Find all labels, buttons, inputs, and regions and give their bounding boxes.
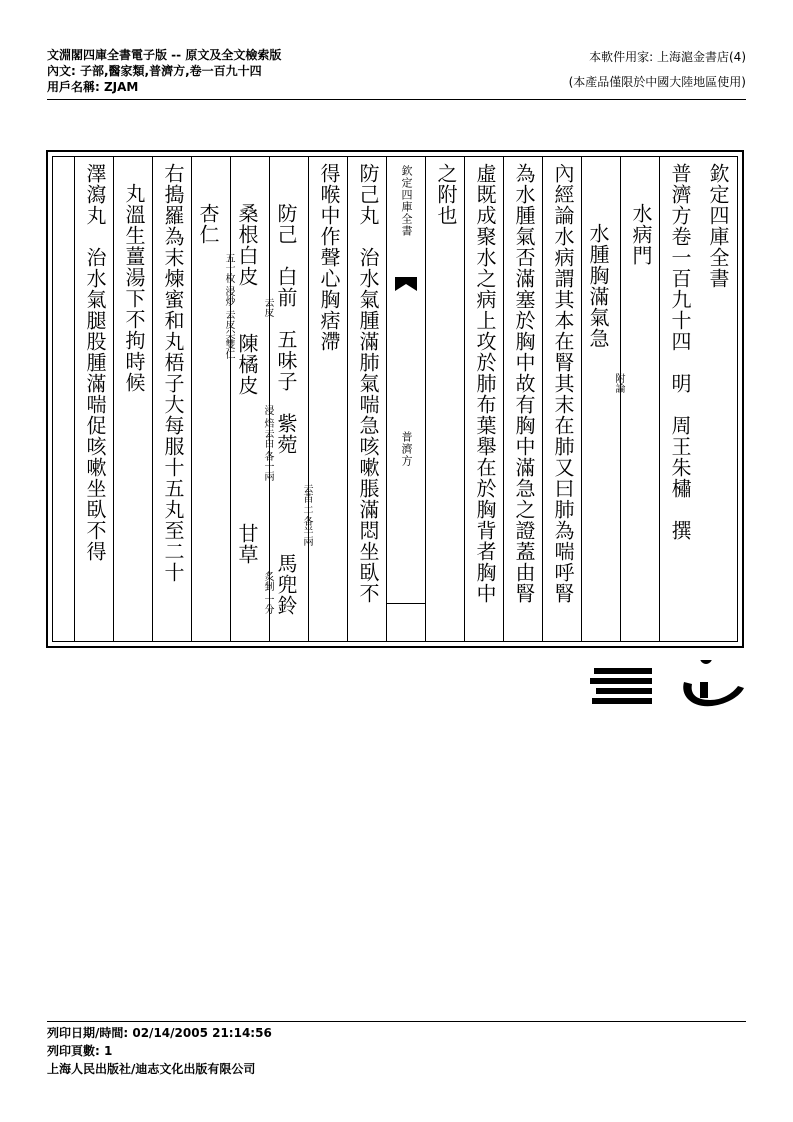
- text-column-13: [191, 157, 234, 641]
- publisher-logo: [588, 660, 748, 710]
- column-text: 虛既成聚水之病上攻於肺布葉舉在於胸背者胸中: [473, 163, 497, 604]
- footer: [47, 1024, 272, 1078]
- gutter-book-name: 普濟方: [400, 431, 413, 467]
- text-column-10: [308, 157, 347, 641]
- text-column-6: [503, 157, 542, 641]
- column-note: 去苗土 各半兩: [301, 483, 312, 547]
- text-column-12: [230, 157, 273, 641]
- column-note: 去皮: [262, 297, 273, 317]
- column-note: 附論: [613, 373, 624, 393]
- gutter-title: 欽定四庫全書: [400, 165, 413, 237]
- text-column-15: [113, 157, 152, 641]
- center-gutter: [386, 157, 425, 641]
- text-column-1: [698, 157, 737, 641]
- header-right: [569, 49, 746, 90]
- fish-tail-icon: [395, 277, 417, 291]
- page-frame: [46, 150, 744, 648]
- header-left: [47, 47, 281, 95]
- column-text: 杏仁: [196, 203, 220, 245]
- column-text: 欽定四庫全書: [706, 163, 730, 289]
- column-text-mid: 陳橘皮: [235, 333, 259, 396]
- header-username: 用戶名稱: ZJAM: [47, 80, 139, 94]
- header-title: 文淵閣四庫全書電子版 -- 原文及全文檢索版: [47, 48, 282, 62]
- column-text-tail: 馬兜鈴: [274, 553, 298, 616]
- header-content-path: 內文: 子部,醫家類,普濟方,卷一百九十四: [47, 64, 262, 78]
- column-text: 普濟方卷一百九十四 明 周王朱橚 撰: [668, 163, 692, 541]
- column-text: 防己 白前 五味子 紫菀: [274, 203, 298, 455]
- header-divider: [47, 99, 746, 100]
- column-note: 五十枚 浸炒 去皮尖雙仁: [223, 253, 234, 360]
- column-note: 炙剉 一分: [262, 571, 273, 615]
- text-column-14: [152, 157, 191, 641]
- text-block: [52, 156, 738, 642]
- text-column-8: [425, 157, 464, 641]
- column-text: 右搗羅為末煉蜜和丸梧子大每服十五丸至二十: [161, 163, 185, 583]
- print-page-count: 列印頁數: 1: [47, 1044, 113, 1058]
- footer-divider: [47, 1021, 746, 1022]
- column-text: 水腫胸滿氣急: [586, 223, 610, 349]
- column-text-tail: 甘草: [235, 523, 259, 565]
- text-column-5: [542, 157, 581, 641]
- header-licensee: 本軟件用家: 上海滬金書店(4): [589, 50, 746, 64]
- column-text: 內經論水病謂其本在腎其末在肺又曰肺為喘呼腎: [551, 163, 575, 604]
- text-column-3: [620, 157, 659, 641]
- text-column-4: [581, 157, 624, 641]
- column-text: 水病門: [629, 203, 653, 266]
- header-region-notice: (本產品僅限於中國大陸地區使用): [568, 75, 746, 89]
- text-column-9: [347, 157, 386, 641]
- text-column-2: [659, 157, 698, 641]
- column-text: 丸溫生薑湯下不拘時候: [122, 183, 146, 393]
- column-text: 防己丸 治水氣腫滿肺氣喘急咳嗽脹滿悶坐臥不: [356, 163, 380, 604]
- column-text: 澤瀉丸 治水氣腿股腫滿喘促咳嗽坐臥不得: [83, 163, 107, 562]
- print-datetime: 列印日期/時間: 02/14/2005 21:14:56: [47, 1026, 272, 1040]
- text-column-16: [74, 157, 113, 641]
- column-note: 浸 焙去白 各一兩: [262, 405, 273, 482]
- publisher-credit: 上海人民出版社/迪志文化出版有限公司: [47, 1062, 256, 1076]
- text-column-11: [269, 157, 312, 641]
- column-text: 為水腫氣否滿塞於胸中故有胸中滿急之證蓋由腎: [512, 163, 536, 604]
- gutter-divider: [387, 603, 425, 604]
- column-text: 桑根白皮: [235, 203, 259, 287]
- column-text: 得喉中作聲心胸痞滯: [317, 163, 341, 352]
- column-text: 之附也: [434, 163, 458, 226]
- text-column-7: [464, 157, 503, 641]
